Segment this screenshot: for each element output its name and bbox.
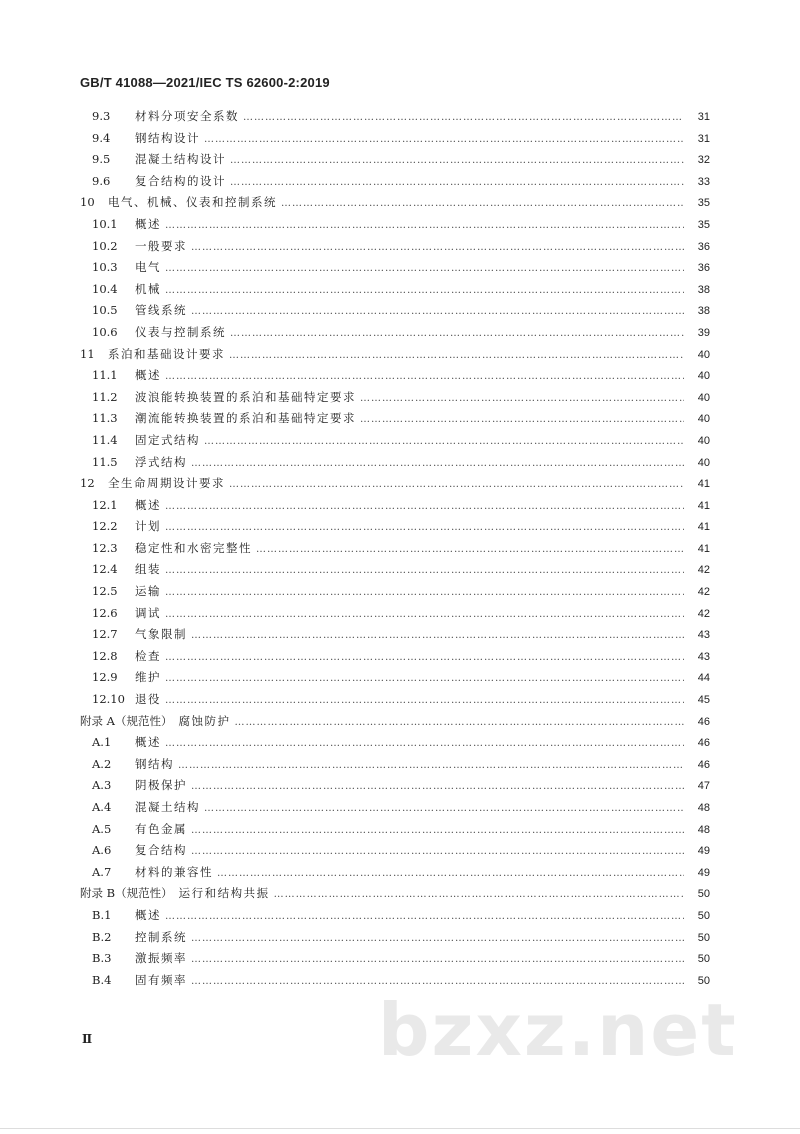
toc-entry-title: 维护	[135, 670, 161, 685]
toc-leader-dots	[274, 884, 684, 906]
toc-entry[interactable]	[80, 797, 710, 819]
toc-entry-page: 43	[697, 650, 710, 663]
toc-leader-dots	[204, 798, 684, 820]
toc-entry-page: 42	[697, 564, 710, 577]
toc-entry[interactable]	[80, 538, 710, 560]
toc-entry-page: 36	[697, 240, 710, 253]
toc-entry[interactable]	[80, 365, 710, 387]
toc-leader-dots	[204, 129, 684, 151]
toc-entry-title: 固有频率	[135, 972, 187, 987]
toc-entry-title: 激振频率	[135, 951, 187, 966]
toc-leader-dots	[165, 604, 684, 626]
toc-entry[interactable]	[80, 430, 710, 452]
toc-leader-dots	[360, 409, 684, 431]
toc-entry-number: 12.4	[92, 562, 118, 577]
toc-entry-number: A.4	[92, 800, 112, 814]
toc-entry-number: A.3	[92, 778, 112, 793]
toc-leader-dots	[230, 150, 684, 172]
toc-leader-dots	[191, 841, 684, 863]
toc-leader-dots	[204, 431, 684, 453]
toc-entry[interactable]	[80, 689, 710, 711]
toc-entry-title: 控制系统	[135, 929, 187, 944]
toc-entry-title: 材料的兼容性	[135, 864, 213, 879]
toc-entry[interactable]	[80, 603, 710, 625]
toc-entry[interactable]	[80, 581, 710, 603]
toc-entry-number: 12.2	[92, 519, 118, 534]
toc-entry-page: 35	[697, 218, 710, 231]
toc-entry[interactable]	[80, 387, 710, 409]
toc-leader-dots	[229, 474, 684, 496]
toc-entry-page: 42	[697, 607, 710, 620]
toc-entry-number: A.7	[92, 864, 112, 879]
toc-entry-number: 12.10	[92, 692, 125, 707]
toc-entry-page: 36	[697, 262, 710, 275]
watermark: bzxz.net	[378, 988, 738, 1072]
toc-entry[interactable]	[80, 106, 710, 128]
toc-leader-dots	[191, 237, 684, 259]
toc-entry-number: 11.3	[92, 411, 118, 426]
toc-entry-title: 稳定性和水密完整性	[135, 540, 252, 555]
toc-leader-dots	[165, 280, 684, 302]
table-of-contents	[80, 106, 710, 991]
toc-leader-dots	[229, 345, 684, 367]
toc-entry-title: 复合结构	[135, 843, 187, 858]
toc-entry-page: 40	[697, 456, 710, 469]
toc-entry-page: 48	[697, 802, 710, 814]
toc-entry-title: 电气、机械、仪表和控制系统	[108, 195, 277, 210]
toc-entry-number: 10.1	[92, 216, 118, 231]
toc-entry[interactable]	[80, 236, 710, 258]
toc-leader-dots	[360, 388, 684, 410]
toc-entry-number: 9.6	[92, 173, 111, 188]
toc-entry-title: 有色金属	[135, 821, 187, 836]
toc-entry-title: 固定式结构	[135, 432, 200, 447]
toc-entry-title: 一般要求	[135, 238, 187, 253]
toc-entry[interactable]	[80, 279, 710, 301]
toc-entry-page: 46	[697, 737, 710, 750]
toc-entry-title: 电气	[135, 260, 161, 275]
toc-entry[interactable]	[80, 905, 710, 927]
toc-entry-number: 11	[80, 346, 95, 361]
toc-entry[interactable]	[80, 473, 710, 495]
page-edge-line	[0, 1128, 800, 1129]
toc-entry[interactable]	[80, 344, 710, 366]
toc-entry-number: 12	[80, 476, 95, 491]
toc-leader-dots	[230, 323, 684, 345]
toc-leader-dots	[217, 863, 684, 885]
toc-entry-page: 40	[697, 348, 710, 361]
toc-leader-dots	[191, 453, 684, 475]
toc-entry-page: 38	[697, 283, 710, 296]
toc-entry[interactable]	[80, 646, 710, 668]
toc-entry-page: 40	[697, 391, 710, 404]
toc-entry-number: 10.6	[92, 324, 118, 339]
toc-entry-page: 41	[697, 542, 710, 555]
toc-entry-title: 运输	[135, 584, 161, 599]
toc-entry[interactable]	[80, 711, 710, 733]
toc-entry[interactable]	[80, 214, 710, 236]
toc-leader-dots	[165, 366, 684, 388]
toc-entry-page: 50	[697, 974, 710, 987]
toc-entry-title: 概述	[135, 735, 161, 750]
toc-entry-title: 系泊和基础设计要求	[108, 346, 225, 361]
toc-leader-dots	[281, 193, 684, 215]
toc-leader-dots	[178, 755, 684, 777]
toc-entry-number: 10.2	[92, 238, 118, 253]
toc-entry[interactable]	[80, 624, 710, 646]
standard-number-header: GB/T 41088—2021/IEC TS 62600-2:2019	[80, 75, 330, 90]
toc-entry-number: 附录 A（规范性）	[80, 713, 173, 728]
toc-leader-dots	[191, 625, 684, 647]
toc-entry-title: 混凝土结构	[135, 800, 200, 814]
toc-entry[interactable]	[80, 732, 710, 754]
toc-entry[interactable]	[80, 754, 710, 776]
toc-leader-dots	[165, 668, 684, 690]
toc-entry[interactable]	[80, 667, 710, 689]
toc-entry-title: 仪表与控制系统	[135, 324, 226, 339]
toc-entry[interactable]	[80, 559, 710, 581]
toc-entry-number: B.3	[92, 951, 112, 966]
toc-entry-title: 浮式结构	[135, 454, 187, 469]
toc-entry[interactable]	[80, 775, 710, 797]
toc-leader-dots	[234, 712, 684, 734]
toc-entry-number: A.6	[92, 843, 112, 858]
toc-leader-dots	[165, 647, 684, 669]
toc-leader-dots	[165, 733, 684, 755]
toc-entry-page: 44	[697, 672, 710, 685]
toc-entry-page: 49	[697, 845, 710, 858]
toc-entry-title: 材料分项安全系数	[135, 109, 239, 123]
toc-entry[interactable]	[80, 452, 710, 474]
toc-leader-dots	[191, 820, 684, 842]
toc-entry-page: 40	[697, 434, 710, 447]
toc-entry-title: 全生命周期设计要求	[108, 476, 225, 491]
toc-entry-title: 计划	[135, 519, 161, 534]
toc-entry-page: 33	[697, 175, 710, 188]
toc-entry[interactable]	[80, 927, 710, 949]
toc-entry-title: 调试	[135, 605, 161, 620]
toc-entry-number: 12.3	[92, 540, 118, 555]
toc-entry[interactable]	[80, 948, 710, 970]
toc-entry-title: 波浪能转换装置的系泊和基础特定要求	[135, 389, 356, 404]
toc-entry-title: 阴极保护	[135, 778, 187, 793]
toc-leader-dots	[191, 301, 684, 323]
toc-entry-page: 43	[697, 629, 710, 642]
toc-entry-title: 潮流能转换装置的系泊和基础特定要求	[135, 411, 356, 426]
toc-entry-title: 钢结构	[135, 756, 174, 771]
toc-entry-number: 11.4	[92, 432, 118, 447]
toc-entry-page: 39	[697, 326, 710, 339]
toc-entry-number: A.5	[92, 821, 112, 836]
toc-entry-page: 50	[697, 888, 710, 901]
toc-entry-number: 12.5	[92, 584, 118, 599]
toc-entry-title: 退役	[135, 692, 161, 707]
toc-entry-page: 41	[697, 521, 710, 534]
toc-leader-dots	[165, 258, 684, 280]
toc-entry[interactable]	[80, 171, 710, 193]
toc-entry[interactable]	[80, 149, 710, 171]
toc-entry-page: 35	[697, 197, 710, 210]
toc-entry-page: 38	[697, 305, 710, 318]
toc-entry-title: 组装	[135, 562, 161, 577]
toc-leader-dots	[243, 107, 684, 129]
toc-leader-dots	[191, 949, 684, 971]
toc-leader-dots	[165, 582, 684, 604]
toc-entry-number: 12.8	[92, 648, 118, 663]
toc-entry-number: 9.3	[92, 109, 111, 123]
toc-entry-page: 40	[697, 370, 710, 383]
toc-leader-dots	[165, 690, 684, 712]
toc-entry-title: 概述	[135, 368, 161, 383]
toc-entry[interactable]	[80, 883, 710, 905]
toc-entry-page: 50	[697, 909, 710, 922]
toc-entry-number: 9.4	[92, 130, 111, 145]
toc-entry-number: 10.3	[92, 260, 118, 275]
toc-leader-dots	[165, 560, 684, 582]
toc-entry[interactable]	[80, 840, 710, 862]
toc-entry-page: 42	[697, 586, 710, 599]
toc-entry-number: B.2	[92, 929, 112, 944]
toc-leader-dots	[165, 906, 684, 928]
toc-entry-page: 50	[697, 931, 710, 944]
toc-entry-page: 48	[697, 823, 710, 836]
toc-entry[interactable]	[80, 192, 710, 214]
toc-leader-dots	[165, 517, 684, 539]
toc-entry-page: 47	[697, 780, 710, 793]
toc-entry-page: 46	[697, 758, 710, 771]
toc-entry[interactable]	[80, 322, 710, 344]
toc-entry-number: B.4	[92, 972, 112, 987]
toc-entry-title: 复合结构的设计	[135, 173, 226, 188]
toc-leader-dots	[256, 539, 684, 561]
toc-entry-number: 12.7	[92, 627, 118, 642]
toc-leader-dots	[165, 496, 684, 518]
toc-entry-number: 12.6	[92, 605, 118, 620]
toc-entry-title: 概述	[135, 907, 161, 922]
toc-entry-number: 附录 B（规范性）	[80, 886, 173, 901]
toc-entry[interactable]	[80, 819, 710, 841]
toc-entry-title: 概述	[135, 216, 161, 231]
toc-entry[interactable]	[80, 408, 710, 430]
toc-entry-number: 12.1	[92, 497, 118, 512]
toc-entry-number: 10.5	[92, 303, 118, 318]
toc-leader-dots	[165, 215, 684, 237]
page-number-roman: Ⅱ	[82, 1032, 93, 1046]
toc-entry-page: 41	[697, 478, 710, 491]
toc-entry[interactable]	[80, 516, 710, 538]
toc-entry-number: A.2	[92, 756, 112, 771]
toc-entry-page: 40	[697, 413, 710, 426]
toc-leader-dots	[191, 928, 684, 950]
toc-leader-dots	[230, 172, 684, 194]
toc-entry-page: 32	[697, 154, 710, 167]
toc-entry-number: B.1	[92, 907, 112, 922]
toc-entry-number: 11.2	[92, 389, 118, 404]
toc-entry-number: 10	[80, 195, 95, 210]
toc-entry-title: 混凝土结构设计	[135, 152, 226, 167]
toc-entry-page: 45	[697, 694, 710, 707]
toc-entry[interactable]	[80, 495, 710, 517]
toc-entry-number: 10.4	[92, 281, 118, 296]
toc-entry-title: 机械	[135, 281, 161, 296]
toc-entry-page: 31	[697, 111, 710, 123]
toc-entry-number: 11.5	[92, 454, 118, 469]
toc-entry-title: 检查	[135, 648, 161, 663]
toc-entry-title: 概述	[135, 497, 161, 512]
toc-entry-title: 气象限制	[135, 627, 187, 642]
toc-entry-page: 41	[697, 499, 710, 512]
toc-entry[interactable]	[80, 128, 710, 150]
toc-entry-page: 49	[697, 866, 710, 879]
toc-entry[interactable]	[80, 257, 710, 279]
toc-entry-number: 12.9	[92, 670, 118, 685]
toc-entry-number: 11.1	[92, 368, 118, 383]
toc-entry-title: 运行和结构共振	[178, 886, 270, 901]
toc-entry-page: 31	[697, 132, 710, 145]
toc-entry-page: 50	[697, 953, 710, 966]
toc-entry[interactable]	[80, 300, 710, 322]
toc-entry-title: 管线系统	[135, 303, 187, 318]
toc-entry-number: A.1	[92, 735, 112, 750]
toc-entry-title: 腐蚀防护	[178, 713, 231, 728]
toc-entry-page: 46	[697, 715, 710, 728]
toc-entry-title: 钢结构设计	[135, 130, 200, 145]
toc-entry[interactable]	[80, 862, 710, 884]
toc-leader-dots	[191, 776, 684, 798]
toc-entry-number: 9.5	[92, 152, 111, 167]
